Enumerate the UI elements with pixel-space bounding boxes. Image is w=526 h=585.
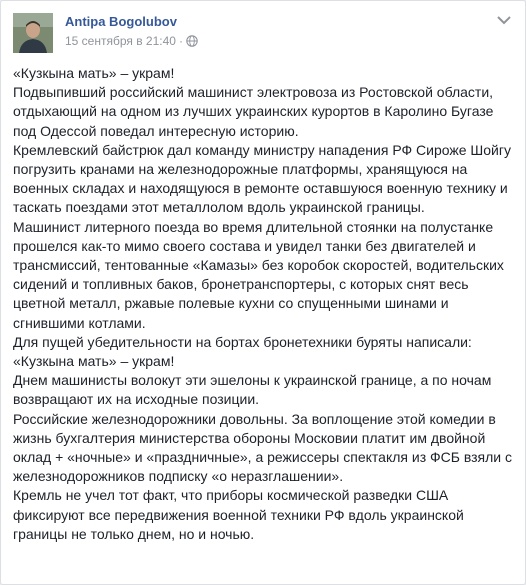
post-paragraph: Кремль не учел тот факт, что приборы космической разведки США фиксируют все передвижения военной техники РФ вдоль украинской границы не только днем, но и ночью. <box>13 487 464 542</box>
author-avatar[interactable] <box>13 13 53 53</box>
post-timestamp[interactable]: 15 сентября в 21:40 <box>65 34 176 48</box>
post-paragraph: Для пущей убедительности на бортах бронетехники буряты написали: «Кузкына мать» – украм! <box>13 333 472 370</box>
post-paragraph: Подвыпивший российский машинист электровоза из Ростовской области, отдыхающий на одном из лучших украинских курортов в Каролино Бугазе под Одессой поведал интересную историю. <box>13 84 494 139</box>
post-paragraph: Кремлевский байстрюк дал команду министру нападения РФ Сироже Шойгу погрузить кранами на железнодорожные платформы, хранящуюся на военных складах и находящуюся в ремонте оставшуюся военную технику и таскать поездами этот металлолом вдоль украинской границы. <box>13 141 511 216</box>
post-meta <box>65 34 198 48</box>
chevron-down-icon[interactable] <box>497 15 511 25</box>
globe-icon[interactable] <box>186 35 198 47</box>
avatar-photo-icon <box>13 13 53 53</box>
meta-separator: · <box>178 34 183 48</box>
post-header <box>13 13 513 57</box>
post-body <box>13 64 513 544</box>
post-paragraph: «Кузкына мать» – украм! <box>13 65 175 81</box>
author-name[interactable]: Antipa Bogolubov <box>65 14 177 29</box>
post-paragraph: Днем машинисты волокут эти эшелоны к украинской границе, а по ночам возвращают их на исходные позиции. <box>13 372 492 408</box>
post-paragraph: Российские железнодорожники довольны. За воплощение этой комедии в жизнь бухгалтерия министерства обороны Московии платит им двойной оклад + «ночные» и «праздничные», а режиссеры спектакля из ФСБ взяли с железнодорожников подписку «о неразглашении». <box>13 410 512 485</box>
post-paragraph: Машинист литерного поезда во время длительной стоянки на полустанке прошелся как-то мимо своего состава и увидел танки без двигателей и трансмиссий, тентованные «Камазы» без коробок скоростей, водительских сидений и топливных баков, бронетранспортеры, с которых снят весь цветной металл, ржавые полевые кухни со спущенными шинами и сгнившими котлами. <box>13 218 504 331</box>
